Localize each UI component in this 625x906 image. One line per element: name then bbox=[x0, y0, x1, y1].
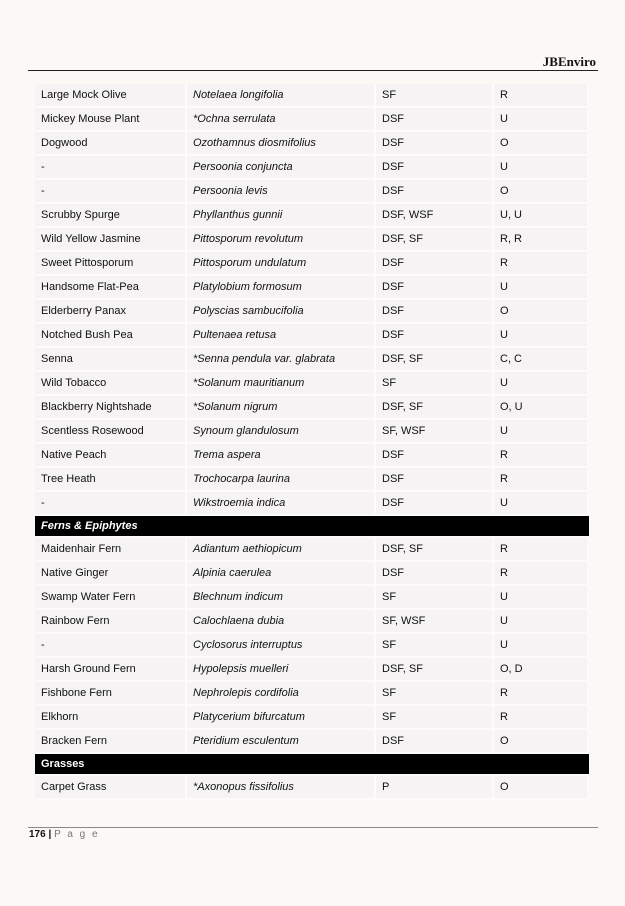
table-row bbox=[35, 156, 589, 180]
species-table-body bbox=[35, 84, 589, 800]
community-cell: DSF bbox=[376, 324, 494, 348]
scientific-name-cell: Adiantum aethiopicum bbox=[187, 538, 376, 562]
scientific-name-cell: Notelaea longifolia bbox=[187, 84, 376, 108]
common-name-cell: Native Peach bbox=[35, 444, 187, 468]
table-row bbox=[35, 324, 589, 348]
common-name-cell: Wild Yellow Jasmine bbox=[35, 228, 187, 252]
scientific-name-cell: Pittosporum revolutum bbox=[187, 228, 376, 252]
table-row bbox=[35, 730, 589, 754]
community-cell: DSF bbox=[376, 562, 494, 586]
table-row bbox=[35, 658, 589, 682]
common-name-cell: Harsh Ground Fern bbox=[35, 658, 187, 682]
community-cell: DSF, WSF bbox=[376, 204, 494, 228]
abundance-cell: O bbox=[494, 776, 589, 800]
scientific-name-cell: Phyllanthus gunnii bbox=[187, 204, 376, 228]
scientific-name-cell: Blechnum indicum bbox=[187, 586, 376, 610]
common-name-cell: Maidenhair Fern bbox=[35, 538, 187, 562]
scientific-name-cell: Ozothamnus diosmifolius bbox=[187, 132, 376, 156]
abundance-cell: R bbox=[494, 84, 589, 108]
common-name-cell: Scrubby Spurge bbox=[35, 204, 187, 228]
table-row bbox=[35, 444, 589, 468]
section-heading: Grasses bbox=[35, 754, 589, 776]
abundance-cell: U bbox=[494, 586, 589, 610]
scientific-name-cell: *Senna pendula var. glabrata bbox=[187, 348, 376, 372]
scientific-name-cell: Alpinia caerulea bbox=[187, 562, 376, 586]
common-name-cell: - bbox=[35, 156, 187, 180]
species-table bbox=[35, 84, 589, 800]
abundance-cell: U bbox=[494, 324, 589, 348]
scientific-name-cell: Platylobium formosum bbox=[187, 276, 376, 300]
community-cell: SF bbox=[376, 372, 494, 396]
abundance-cell: U bbox=[494, 634, 589, 658]
community-cell: SF bbox=[376, 586, 494, 610]
table-row bbox=[35, 372, 589, 396]
section-heading: Ferns & Epiphytes bbox=[35, 516, 589, 538]
table-row bbox=[35, 108, 589, 132]
common-name-cell: Tree Heath bbox=[35, 468, 187, 492]
community-cell: DSF bbox=[376, 300, 494, 324]
community-cell: SF, WSF bbox=[376, 420, 494, 444]
common-name-cell: Sweet Pittosporum bbox=[35, 252, 187, 276]
common-name-cell: Notched Bush Pea bbox=[35, 324, 187, 348]
table-row bbox=[35, 204, 589, 228]
common-name-cell: Swamp Water Fern bbox=[35, 586, 187, 610]
community-cell: DSF bbox=[376, 180, 494, 204]
page-label: P a g e bbox=[54, 829, 100, 840]
section-row-ferns bbox=[35, 516, 589, 538]
abundance-cell: U bbox=[494, 610, 589, 634]
common-name-cell: Blackberry Nightshade bbox=[35, 396, 187, 420]
header-rule bbox=[28, 70, 598, 71]
common-name-cell: Bracken Fern bbox=[35, 730, 187, 754]
abundance-cell: R bbox=[494, 682, 589, 706]
scientific-name-cell: Polyscias sambucifolia bbox=[187, 300, 376, 324]
table-row bbox=[35, 586, 589, 610]
community-cell: DSF, SF bbox=[376, 228, 494, 252]
scientific-name-cell: Persoonia levis bbox=[187, 180, 376, 204]
common-name-cell: Elderberry Panax bbox=[35, 300, 187, 324]
community-cell: DSF, SF bbox=[376, 396, 494, 420]
scientific-name-cell: Platycerium bifurcatum bbox=[187, 706, 376, 730]
table-row bbox=[35, 634, 589, 658]
scientific-name-cell: Persoonia conjuncta bbox=[187, 156, 376, 180]
scientific-name-cell: Trochocarpa laurina bbox=[187, 468, 376, 492]
table-row bbox=[35, 348, 589, 372]
abundance-cell: O bbox=[494, 730, 589, 754]
community-cell: DSF bbox=[376, 156, 494, 180]
abundance-cell: O bbox=[494, 132, 589, 156]
abundance-cell: U bbox=[494, 108, 589, 132]
community-cell: DSF bbox=[376, 492, 494, 516]
table-row bbox=[35, 776, 589, 800]
abundance-cell: O, D bbox=[494, 658, 589, 682]
table-row bbox=[35, 706, 589, 730]
common-name-cell: Mickey Mouse Plant bbox=[35, 108, 187, 132]
table-row bbox=[35, 228, 589, 252]
community-cell: SF, WSF bbox=[376, 610, 494, 634]
scientific-name-cell: Synoum glandulosum bbox=[187, 420, 376, 444]
abundance-cell: O bbox=[494, 300, 589, 324]
abundance-cell: R bbox=[494, 252, 589, 276]
community-cell: SF bbox=[376, 634, 494, 658]
scientific-name-cell: *Solanum mauritianum bbox=[187, 372, 376, 396]
table-row bbox=[35, 562, 589, 586]
table-row bbox=[35, 420, 589, 444]
abundance-cell: U, U bbox=[494, 204, 589, 228]
abundance-cell: U bbox=[494, 156, 589, 180]
footer-rule bbox=[28, 827, 598, 828]
abundance-cell: U bbox=[494, 492, 589, 516]
common-name-cell: Handsome Flat-Pea bbox=[35, 276, 187, 300]
common-name-cell: Rainbow Fern bbox=[35, 610, 187, 634]
common-name-cell: - bbox=[35, 180, 187, 204]
common-name-cell: Wild Tobacco bbox=[35, 372, 187, 396]
community-cell: DSF bbox=[376, 468, 494, 492]
common-name-cell: Fishbone Fern bbox=[35, 682, 187, 706]
abundance-cell: C, C bbox=[494, 348, 589, 372]
common-name-cell: Native Ginger bbox=[35, 562, 187, 586]
abundance-cell: U bbox=[494, 372, 589, 396]
common-name-cell: Dogwood bbox=[35, 132, 187, 156]
scientific-name-cell: Pteridium esculentum bbox=[187, 730, 376, 754]
community-cell: DSF, SF bbox=[376, 538, 494, 562]
common-name-cell: Scentless Rosewood bbox=[35, 420, 187, 444]
table-row bbox=[35, 682, 589, 706]
community-cell: DSF bbox=[376, 108, 494, 132]
scientific-name-cell: Wikstroemia indica bbox=[187, 492, 376, 516]
scientific-name-cell: *Axonopus fissifolius bbox=[187, 776, 376, 800]
community-cell: SF bbox=[376, 706, 494, 730]
header-brand: JBEnviro bbox=[542, 54, 596, 69]
scientific-name-cell: Cyclosorus interruptus bbox=[187, 634, 376, 658]
table-row bbox=[35, 252, 589, 276]
abundance-cell: R bbox=[494, 468, 589, 492]
abundance-cell: R bbox=[494, 706, 589, 730]
community-cell: SF bbox=[376, 682, 494, 706]
page-number: 176 bbox=[29, 829, 46, 840]
scientific-name-cell: *Ochna serrulata bbox=[187, 108, 376, 132]
table-row bbox=[35, 132, 589, 156]
abundance-cell: O, U bbox=[494, 396, 589, 420]
common-name-cell: Senna bbox=[35, 348, 187, 372]
abundance-cell: R bbox=[494, 444, 589, 468]
community-cell: DSF bbox=[376, 444, 494, 468]
section-row-grasses bbox=[35, 754, 589, 776]
scientific-name-cell: Pultenaea retusa bbox=[187, 324, 376, 348]
abundance-cell: O bbox=[494, 180, 589, 204]
common-name-cell: Carpet Grass bbox=[35, 776, 187, 800]
scientific-name-cell: Pittosporum undulatum bbox=[187, 252, 376, 276]
table-row bbox=[35, 538, 589, 562]
scientific-name-cell: Trema aspera bbox=[187, 444, 376, 468]
table-row bbox=[35, 468, 589, 492]
community-cell: SF bbox=[376, 84, 494, 108]
page-footer bbox=[29, 829, 100, 840]
scientific-name-cell: *Solanum nigrum bbox=[187, 396, 376, 420]
scientific-name-cell: Calochlaena dubia bbox=[187, 610, 376, 634]
table-row bbox=[35, 300, 589, 324]
community-cell: DSF, SF bbox=[376, 348, 494, 372]
scientific-name-cell: Hypolepsis muelleri bbox=[187, 658, 376, 682]
footer-separator: | bbox=[48, 829, 52, 840]
table-row bbox=[35, 492, 589, 516]
abundance-cell: U bbox=[494, 276, 589, 300]
table-row bbox=[35, 610, 589, 634]
common-name-cell: - bbox=[35, 492, 187, 516]
community-cell: DSF bbox=[376, 276, 494, 300]
table-row bbox=[35, 276, 589, 300]
community-cell: P bbox=[376, 776, 494, 800]
table-row bbox=[35, 396, 589, 420]
abundance-cell: R, R bbox=[494, 228, 589, 252]
common-name-cell: Elkhorn bbox=[35, 706, 187, 730]
table-row bbox=[35, 84, 589, 108]
common-name-cell: Large Mock Olive bbox=[35, 84, 187, 108]
community-cell: DSF, SF bbox=[376, 658, 494, 682]
community-cell: DSF bbox=[376, 730, 494, 754]
abundance-cell: U bbox=[494, 420, 589, 444]
abundance-cell: R bbox=[494, 538, 589, 562]
community-cell: DSF bbox=[376, 252, 494, 276]
scientific-name-cell: Nephrolepis cordifolia bbox=[187, 682, 376, 706]
table-row bbox=[35, 180, 589, 204]
common-name-cell: - bbox=[35, 634, 187, 658]
abundance-cell: R bbox=[494, 562, 589, 586]
community-cell: DSF bbox=[376, 132, 494, 156]
